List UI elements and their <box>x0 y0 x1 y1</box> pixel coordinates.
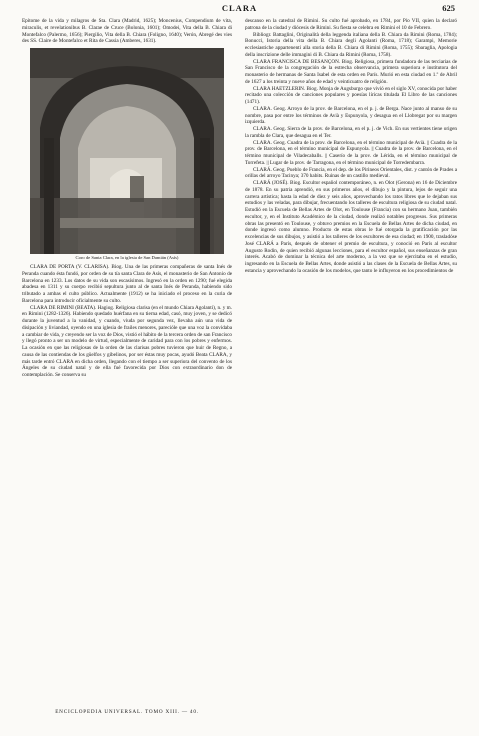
church-choir-photo <box>30 48 224 254</box>
entry-geog-cuadra: CLARA. Geog. Cuadra de la prov. de Barcelona, en el término municipal de Avià. || Cuadra de la prov. de Barcelona, en el término municipal de Espunyola. || Cuadra de la prov. de Barcelona, en el término municipal de Viladecaballs. || Caserío de la prov. de Lérida, en el término municipal de Torrefeta. || Lugar de la prov. de Tarragona, en el término municipal de Torredembarra. <box>245 139 457 166</box>
entry-clara-de-rimini: CLARA DE RIMINI (BEATA). Hagiog. Religiosa clarisa (en el mundo Chiara Agolanti), n. y m. en Rimini (1282-1326). Habiendo quedado huérfana en su tierna edad, casó, muy joven, y se dedicó durante la juventud a la vanidad, y cuando, viuda por segunda vez, llevaba aún una vida de disipación y liviandad, oyendo en una iglesia de frailes menores, parecióle que una voz la convidaba a cambiar de vida, y creyendo ser la voz de Dios, vistió el hábito de la tercera orden de san Francisco y llegó pronto a ser un modelo de virtud, especialmente de caridad para con los pobres y enfermos. La ocasión en que las religiosas de la orden de las clarisas pobres tuvieron que huir de Regno, a causa de las contiendas de los güelfos y gibelinos, por ser éstas muy pocas, ayudó Beata CLARA, y más tarde entró CLARA en dicha orden, llegando con el tiempo a ser superiora del convento de los Ángeles de su ciudad natal y de ella fué favorecida por Dios con extraordinario don de contemplación. Se conserva su <box>22 304 232 378</box>
entry-besancon: CLARA FRANCISCA DE BESANÇON. Biog. Religiosa, primera fundadora de las terciarias de San Francisco de la congregación de la estrecha observancia, primera superiora e institutora del monasterio de hermanas de Santa Isabel de esta orden en París. Murió en esta ciudad en 1.º de Abril de 1627 a los treinta y nueve años de edad y veinticuatro de religión. <box>245 58 457 85</box>
right-column <box>245 18 457 275</box>
page-footer: ENCICLOPEDIA UNIVERSAL. TOMO XIII. — 40. <box>55 709 199 715</box>
entry-geog-pueblo: CLARÁ. Geog. Pueblo de Francia, en el dep. de los Pirineos Orientales, dist. y cantón de Prades a orillas del arroyo Tacinya; 370 habits. Ruinas de un castillo medieval. <box>245 166 457 180</box>
entry-geog-arroyo: CLARA. Geog. Arroyo de la prov. de Barcelona, en el p. j. de Berga. Nace junto al manso de su nombre, pasa por entre los términos de Avià y Espunyola, y desagua en el Llobregat por su margen izquierda. <box>245 105 457 126</box>
entry-jose-clara: CLARÁ (JOSÉ). Biog. Escultor español contemporáneo, n. en Olot (Gerona) en 16 de Diciembre de 1878. En su patria aprendió, en sus primeros años, el dibujo y la pintura, lejos de seguir una carrera artística; hasta la edad de diez y seis años, aprovechando los ratos libres que le dejaban sus estudios y las veladas, para dibujar, frecuentando los talleres de escultura religiosa de su ciudad natal. Estudió en la Escuela de Bellas Artes de Olot, en Toulouse (Francia) con su hermano Juan, también escultor, y, en el Instituto Académico de la ciudad, donde realizó notables progresos. Sus primeras obras las presentó en Toulouse, y obtuvo premios en la Escuela de Bellas Artes de dicha ciudad, en donde ingresó como alumno. Producto de estas obras le fué otorgada la gratificación por las excelencias de sus dibujos, y asistió a los talleres de los escultores de esa ciudad; en 1900, trasladóse José CLARÁ a París, después de obtener el premio de escultura, y conoció en París al escultor Augusto Rodin, de quien recibió algunas lecciones, para el escultor español, sus enseñanzas de gran interés. Acabó de dominar la técnica del arte moderno, a la vez que se ejercitaba en el estudio, ingresando en la Escuela de Bellas Artes, donde asistió a las clases de la Escuela de Bellas Artes, su estancia y aprovechando la ocasión de los modelos, que tanto le influyeron en los procedimientos de <box>245 180 457 274</box>
bibliography-paragraph: Epítome de la vida y milagros de Sta. Clara (Madrid, 1625); Moncenius, Compendium de vita, miraculis, et revelationibus B. Clarae de Cruce (Bolonia, 1601); Omodei, Vita della B. Chiara di Montefalco (Palermo, 1656); Piergilio, Vita della B. Chiara (Foligno, 1640); Verón, Abregé des vies des SS. Claire de Montefalco et Rita de Cassia (Amberes, 1631). <box>22 18 232 45</box>
bibliography-rimini: Bibliogr. Battaglini, Originalità della leggenda italiana della B. Chiara da Rimini (Roma, 1784); Bonucci, Istoria della vita della B. Chiara degli Agolanti (Roma, 1718); Garampi, Memorie ecclesiastiche appartenenti alla storia della B. Chiara di Rimini (Roma, 1755); Sbaraglia, Apologia della inscrizione delle immagini di B. Chiara da Rimini (Roma, 1758). <box>245 31 457 58</box>
page-header <box>24 3 455 17</box>
left-column <box>22 18 232 379</box>
running-title: CLARA <box>221 3 258 13</box>
page-number: 625 <box>442 3 455 13</box>
entry-geog-sierra: CLARA. Geog. Sierra de la prov. de Barcelona, en el p. j. de Vich. En sus vertientes tiene origen la rambla de Clara, que desagua en el Ter. <box>245 126 457 139</box>
photo-illustration <box>30 48 224 254</box>
entry-clara-de-porta: CLARA DE PORTA (V. CLARISA). Biog. Una de las primeras compañeras de santa Inés de Peranda cuando ésta fundó, por orden de su tía santa Clara de Asís, el monasterio de San Antonio de Barcelona en 1233. Los datos de su vida son escasísimos. Ingresó en la orden en 1290; fué elegida abadesa en 1311 y su cuerpo recibió sepultura junto al de santa Inés de Peranda, habiendo sido tributado a ambas el culto público. Actualmente (1912) se ha iniciado el proceso en la curia de Barcelona para introducir oficialmente su culto. <box>22 264 232 304</box>
entry-continuation: descanso en la catedral de Rimini. Su culto fué aprobado, en 1784, por Pío VII, quien la declaró patrona de la ciudad y diócesis de Rimini. Su fiesta se celebra en Rimini el 10 de Febrero. <box>245 18 457 31</box>
entry-haetzlerin: CLARA HAETZLERIN. Biog. Monja de Augsburgo que vivió en el siglo XV, conocida por haber recitado una colección de canciones populares y poesías líricas titulada El Libro de las canciones (1471). <box>245 85 457 105</box>
photo-caption: Coro de Santa Clara, en la iglesia de San Damián (Asís) <box>75 255 179 260</box>
